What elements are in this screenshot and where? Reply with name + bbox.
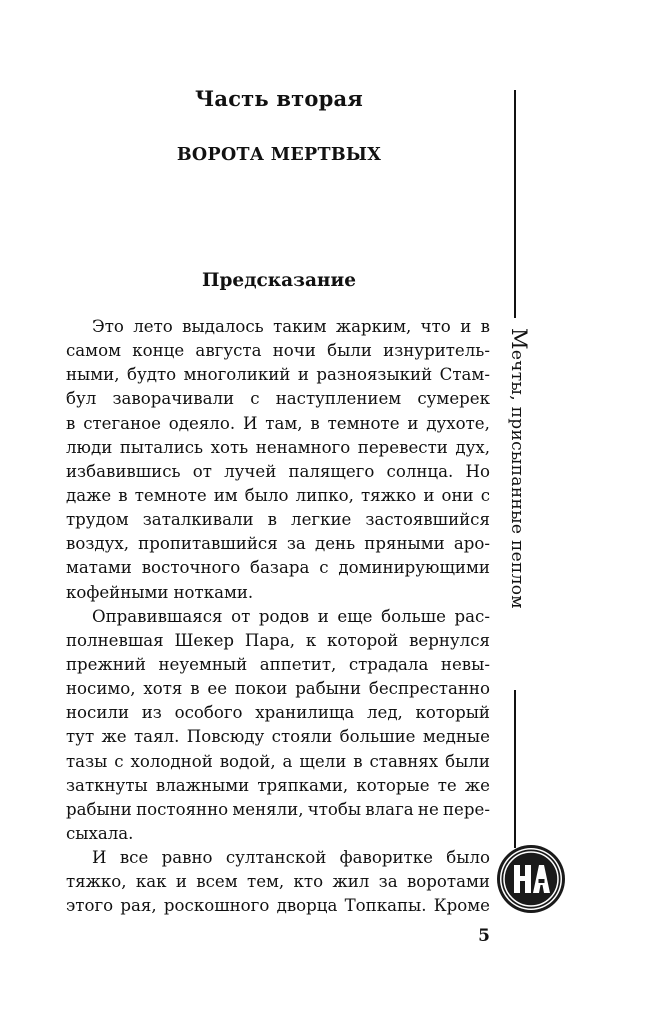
word: которой xyxy=(327,630,399,650)
word: Шекер xyxy=(174,630,235,650)
word: и xyxy=(175,872,187,892)
word: которые xyxy=(356,775,430,795)
word: пере- xyxy=(443,799,490,819)
word: жил xyxy=(332,872,370,892)
word: же xyxy=(101,727,127,747)
word: же xyxy=(464,775,490,795)
series-title-rest: ечты, присыпанные пеплом xyxy=(507,349,527,609)
word: липко, xyxy=(295,485,354,505)
word: Но xyxy=(465,461,490,481)
text-line xyxy=(66,701,490,725)
word: с xyxy=(480,485,490,505)
text-line xyxy=(66,508,490,532)
word: многоликий xyxy=(183,365,291,385)
word: а xyxy=(282,751,293,771)
word: лед, xyxy=(366,703,403,723)
word: таким xyxy=(273,317,327,336)
word: доминирующими xyxy=(338,558,490,578)
word: покои xyxy=(234,679,288,699)
word: водой, xyxy=(219,751,276,771)
body-text xyxy=(66,315,490,919)
part-title: Часть вторая xyxy=(195,86,363,111)
word: Кроме xyxy=(433,896,490,916)
text-line xyxy=(66,605,490,629)
word: как xyxy=(135,872,167,892)
word: стояли xyxy=(271,727,333,747)
word: рабыни xyxy=(66,799,132,819)
word: заткнуты xyxy=(66,775,148,795)
word: и xyxy=(297,365,309,385)
text-line xyxy=(66,532,490,556)
text-line xyxy=(66,870,490,894)
text-line xyxy=(66,653,490,677)
word: перевести xyxy=(357,437,448,457)
word: равно xyxy=(161,848,213,868)
word: и xyxy=(423,485,435,505)
text-line xyxy=(66,894,490,918)
text-line xyxy=(66,363,490,387)
word: одеяло. xyxy=(168,413,236,433)
text-line xyxy=(66,750,490,774)
word: пытались xyxy=(119,437,204,457)
word: большие xyxy=(339,727,416,747)
word: восточного xyxy=(141,558,241,578)
word: в xyxy=(118,485,128,505)
word: кто xyxy=(293,872,324,892)
word: тут xyxy=(66,727,95,747)
word: воздух, xyxy=(66,534,129,554)
word: родов xyxy=(258,606,310,626)
word: темноте xyxy=(327,413,400,433)
word: носимо, xyxy=(66,679,136,699)
word: в xyxy=(190,679,200,699)
word: хоть xyxy=(210,437,249,457)
word: нотками. xyxy=(173,582,254,602)
word: из xyxy=(141,703,162,723)
text-line xyxy=(66,315,490,339)
word: кофейными xyxy=(66,582,169,602)
word: день xyxy=(314,534,356,554)
word: дух, xyxy=(455,437,490,457)
word: избавившись xyxy=(66,461,181,481)
word: тяжко xyxy=(361,485,417,505)
word: палящего xyxy=(288,461,375,481)
chapter-title: ВОРОТА МЕРТВЫХ xyxy=(176,145,382,165)
word: Повсюду xyxy=(186,727,265,747)
word: особого xyxy=(174,703,243,723)
word: не xyxy=(417,799,439,819)
word: и xyxy=(317,606,329,626)
word: с xyxy=(250,389,260,409)
word: изнуритель- xyxy=(383,341,490,361)
word: больше xyxy=(381,606,446,626)
word: беспрестанно xyxy=(368,679,490,699)
word: И xyxy=(92,848,107,868)
word: рабыни xyxy=(295,679,362,699)
word: в xyxy=(480,317,490,336)
word: влага xyxy=(365,799,414,819)
word: постоянно xyxy=(136,799,229,819)
word: за xyxy=(286,534,306,554)
text-line xyxy=(66,725,490,749)
word: лучей xyxy=(224,461,277,481)
word: там, xyxy=(265,413,303,433)
word: всем xyxy=(196,872,238,892)
word: хранилища xyxy=(255,703,355,723)
word: в xyxy=(66,413,76,433)
word: который xyxy=(415,703,490,723)
word: сыхала. xyxy=(66,823,134,843)
word: стеганое xyxy=(83,413,161,433)
word: были xyxy=(327,341,372,361)
word: ненамного xyxy=(255,437,351,457)
word: неуемный xyxy=(158,654,248,674)
word: тяжко, xyxy=(66,872,127,892)
word: хотя xyxy=(143,679,183,699)
series-title xyxy=(507,328,531,609)
word: Это xyxy=(92,317,124,336)
word: чтобы xyxy=(307,799,362,819)
word: страдала xyxy=(348,654,429,674)
word: полневшая xyxy=(66,630,164,650)
word: тазы xyxy=(66,751,108,771)
word: вернулся xyxy=(409,630,490,650)
word: Топкапы. xyxy=(344,896,427,916)
text-line xyxy=(66,484,490,508)
word: люди xyxy=(66,437,113,457)
section-title: Предсказание xyxy=(202,270,356,291)
publisher-logo-icon xyxy=(500,848,562,910)
word: жарким, xyxy=(335,317,412,336)
word: от xyxy=(192,461,212,481)
text-line xyxy=(66,436,490,460)
word: Оправившаяся xyxy=(92,606,223,626)
side-divider-top xyxy=(514,90,516,318)
word: в xyxy=(267,510,277,530)
word: наступлением xyxy=(275,389,402,409)
text-line xyxy=(66,822,490,846)
text-line xyxy=(66,460,490,484)
word: застоявшийся xyxy=(365,510,490,530)
publisher-logo-glyph xyxy=(500,848,562,910)
word: рая, xyxy=(120,896,157,916)
word: с xyxy=(114,751,124,771)
word: фаворитке xyxy=(339,848,433,868)
word: аппетит, xyxy=(259,654,337,674)
text-line xyxy=(66,339,490,363)
word: бул xyxy=(66,389,97,409)
word: пряными xyxy=(364,534,445,554)
word: базара xyxy=(250,558,310,578)
word: И xyxy=(242,413,258,433)
word: тем, xyxy=(247,872,285,892)
word: они xyxy=(441,485,474,505)
word: выдалось xyxy=(182,317,264,336)
word: носили xyxy=(66,703,130,723)
word: влажными xyxy=(155,775,250,795)
word: в xyxy=(310,413,320,433)
word: было xyxy=(244,485,289,505)
word: в xyxy=(353,751,363,771)
word: духоте, xyxy=(426,413,490,433)
word: ее xyxy=(207,679,228,699)
word: этого xyxy=(66,896,114,916)
word: будто xyxy=(126,365,177,385)
text-line xyxy=(66,774,490,798)
word: ставнях xyxy=(369,751,439,771)
word: султанской xyxy=(225,848,327,868)
word: невы- xyxy=(440,654,490,674)
word: заворачивали xyxy=(112,389,235,409)
word: и xyxy=(460,317,472,336)
word: все xyxy=(119,848,149,868)
word: и xyxy=(407,413,419,433)
word: заталкивали xyxy=(142,510,254,530)
side-divider-bottom xyxy=(514,690,516,848)
word: лето xyxy=(133,317,173,336)
word: от xyxy=(231,606,251,626)
word: самом xyxy=(66,341,121,361)
word: августа xyxy=(195,341,262,361)
text-line xyxy=(66,556,490,580)
word: ночи xyxy=(272,341,316,361)
word: сумерек xyxy=(417,389,490,409)
word: за xyxy=(378,872,398,892)
word: медные xyxy=(422,727,490,747)
word: трудом xyxy=(66,510,129,530)
word: Пара, xyxy=(244,630,295,650)
text-line xyxy=(66,412,490,436)
word: к xyxy=(305,630,317,650)
word: холодной xyxy=(130,751,213,771)
word: были xyxy=(445,751,490,771)
word: легкие xyxy=(291,510,352,530)
word: им xyxy=(213,485,238,505)
word: тряпками, xyxy=(257,775,349,795)
word: даже xyxy=(66,485,112,505)
word: аро- xyxy=(453,534,490,554)
word: пропитавшийся xyxy=(138,534,278,554)
word: воротами xyxy=(406,872,490,892)
text-line xyxy=(66,677,490,701)
text-line xyxy=(66,387,490,411)
word: щели xyxy=(299,751,347,771)
word: рас- xyxy=(454,606,490,626)
word: матами xyxy=(66,558,132,578)
word: те xyxy=(437,775,457,795)
word: было xyxy=(446,848,490,868)
page-number: 5 xyxy=(478,926,490,946)
word: дворца xyxy=(276,896,338,916)
text-line xyxy=(66,629,490,653)
word: что xyxy=(420,317,451,336)
word: прежний xyxy=(66,654,146,674)
word: меняли, xyxy=(232,799,304,819)
series-title-initial: М xyxy=(507,328,531,350)
word: темноте xyxy=(134,485,207,505)
word: разноязыкий xyxy=(316,365,433,385)
text-line xyxy=(66,581,490,605)
word: конце xyxy=(132,341,185,361)
text-line xyxy=(66,846,490,870)
word: роскошного xyxy=(163,896,270,916)
word: еще xyxy=(337,606,373,626)
word: солнца. xyxy=(386,461,454,481)
word: таял. xyxy=(134,727,180,747)
word: ными, xyxy=(66,365,120,385)
text-line xyxy=(66,798,490,822)
word: Стам- xyxy=(439,365,490,385)
word: с xyxy=(319,558,329,578)
